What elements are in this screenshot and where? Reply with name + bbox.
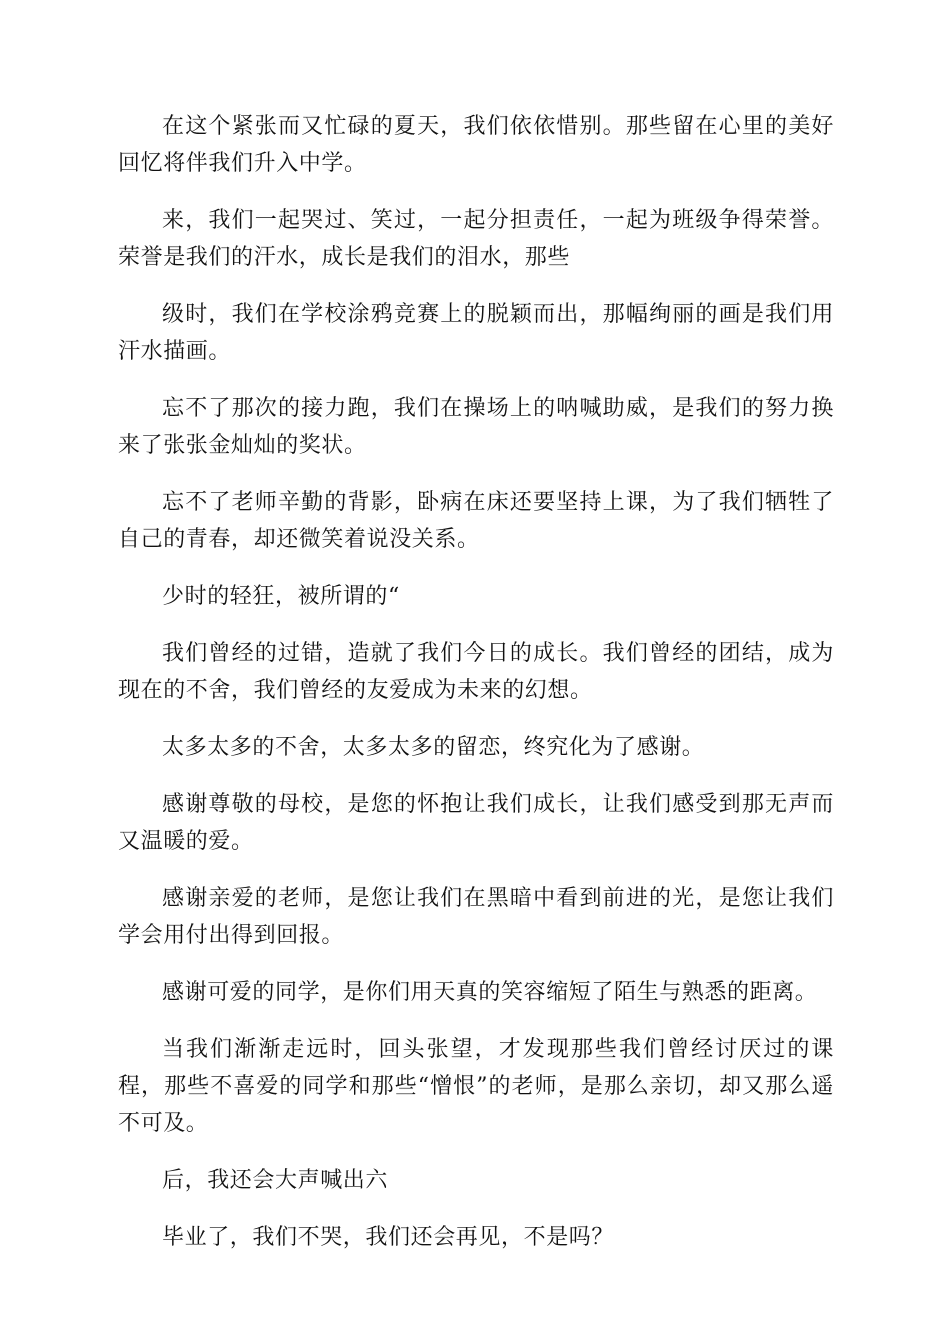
paragraph-7: 我们曾经的过错，造就了我们今日的成长。我们曾经的团结，成为现在的不舍，我们曾经的友爱成为未来的幻想。: [118, 641, 834, 703]
paragraph-8: 太多太多的不舍，太多太多的留恋，终究化为了感谢。: [162, 735, 705, 760]
paragraph-5: 忘不了老师辛勤的背影，卧病在床还要坚持上课，为了我们牺牲了自己的青春，却还微笑着说没关系。: [118, 490, 834, 552]
paragraph-11: 感谢可爱的同学，是你们用天真的笑容缩短了陌生与熟悉的距离。: [162, 980, 818, 1005]
paragraph-10: 感谢亲爱的老师，是您让我们在黑暗中看到前进的光，是您让我们学会用付出得到回报。: [118, 886, 834, 948]
document-body: [118, 108, 834, 1276]
paragraph-4: 忘不了那次的接力跑，我们在操场上的呐喊助威，是我们的努力换来了张张金灿灿的奖状。: [118, 396, 834, 458]
paragraph-1: 在这个紧张而又忙碌的夏天，我们依依惜别。那些留在心里的美好回忆将伴我们升入中学。: [118, 114, 834, 176]
paragraph-14: 毕业了，我们不哭，我们还会再见，不是吗？: [162, 1225, 615, 1250]
paragraph-2: 来，我们一起哭过、笑过，一起分担责任，一起为班级争得荣誉。荣誉是我们的汗水，成长是我们的泪水，那些: [118, 208, 834, 270]
paragraph-12: 当我们渐渐走远时，回头张望，才发现那些我们曾经讨厌过的课程，那些不喜爱的同学和那些“憎恨”的老师，是那么亲切，却又那么遥不可及。: [118, 1037, 834, 1136]
paragraph-9: 感谢尊敬的母校，是您的怀抱让我们成长，让我们感受到那无声而又温暖的爱。: [118, 792, 834, 854]
paragraph-3: 级时，我们在学校涂鸦竞赛上的脱颖而出，那幅绚丽的画是我们用汗水描画。: [118, 302, 834, 364]
paragraph-6: 少时的轻狂，被所谓的“: [162, 584, 400, 609]
paragraph-13: 后，我还会大声喊出六: [162, 1168, 389, 1193]
